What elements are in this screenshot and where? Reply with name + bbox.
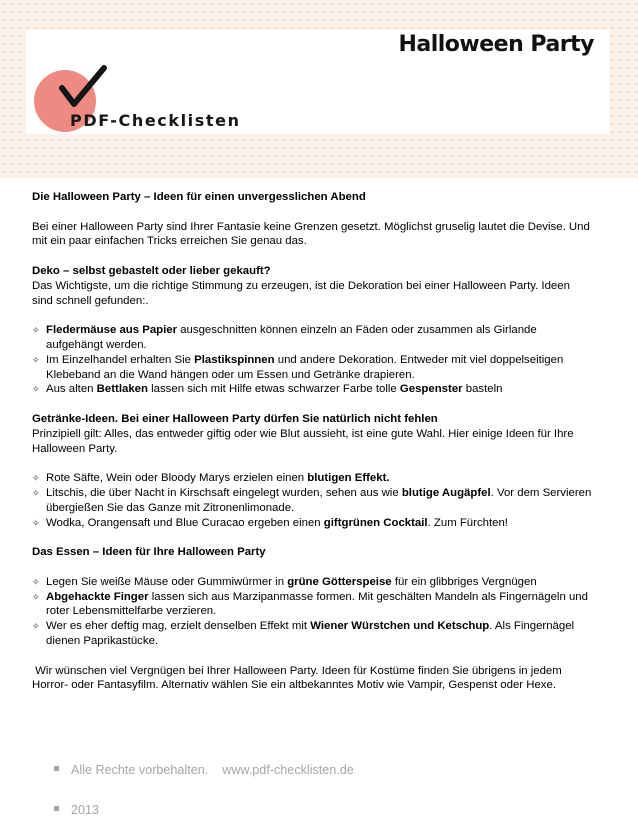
bullet-icon: ✧ <box>32 354 40 365</box>
list-item: ✧ Wodka, Orangensaft und Blue Curacao ergeben einen giftgrünen Cocktail. Zum Fürchten! <box>32 516 508 529</box>
square-bullet-icon <box>54 806 59 811</box>
drinks-text: Prinzipiell gilt: Alles, das entweder giftig oder wie Blut aussieht, ist eine gute Wahl. Hier einige Ideen für Ihre Halloween Party. <box>32 427 574 455</box>
list-item: ✧ Litschis, die über Nacht in Kirschsaft eingelegt wurden, sehen aus wie blutige Augäpfel. Vor dem Servieren übergießen Sie das Ganze mit Zitronenlimonade. <box>32 486 592 514</box>
square-bullet-icon <box>54 766 59 771</box>
document-body <box>32 190 592 693</box>
list-item: ✧ Abgehackte Finger lassen sich aus Marzipanmasse formen. Mit geschälten Mandeln als Fingernägeln und roter Lebensmittelfarbe verzieren. <box>32 590 588 618</box>
rights-text: Alle Rechte vorbehalten. <box>71 763 209 777</box>
bullet-icon: ✧ <box>32 576 40 587</box>
list-item: ✧ Rote Säfte, Wein oder Bloody Marys erzielen einen blutigen Effekt. <box>32 472 390 485</box>
bullet-icon: ✧ <box>32 487 40 498</box>
list-item: ✧ Aus alten Bettlaken lassen sich mit Hilfe etwas schwarzer Farbe tolle Gespenster basteln <box>32 383 503 396</box>
bullet-icon: ✧ <box>32 621 40 632</box>
page-title: Halloween Party <box>398 32 594 57</box>
logo-text: PDF-Checklisten <box>70 111 241 130</box>
footer-rights <box>54 763 354 777</box>
intro-heading: Die Halloween Party – Ideen für einen unvergesslichen Abend <box>32 191 366 203</box>
page-header <box>0 0 638 178</box>
deko-heading: Deko – selbst gebastelt oder lieber gekauft? <box>32 264 271 277</box>
bullet-icon: ✧ <box>32 325 40 336</box>
intro-text: Bei einer Halloween Party sind Ihrer Fantasie keine Grenzen gesetzt. Möglichst gruselig lautet die Devise. Und mit ein paar einfachen Tricks erreichen Sie genau das. <box>32 220 590 248</box>
drinks-heading: Getränke-Ideen. Bei einer Halloween Party dürfen Sie natürlich nicht fehlen <box>32 412 438 425</box>
checkmark-icon <box>58 64 110 116</box>
bullet-icon: ✧ <box>32 591 40 602</box>
deko-text: Das Wichtigste, um die richtige Stimmung zu erzeugen, ist die Dekoration bei einer Halloween Party. Ideen sind schnell gefunden:. <box>32 279 570 307</box>
bullet-icon: ✧ <box>32 473 40 484</box>
footer-year <box>54 803 99 817</box>
list-item: ✧ Im Einzelhandel erhalten Sie Plastikspinnen und andere Dekoration. Entweder mit viel doppelseitigen Klebeband an die Wand hängen oder um Essen und Getränke drapieren. <box>32 353 564 381</box>
year-text: 2013 <box>71 803 100 817</box>
food-heading: Das Essen – Ideen für Ihre Halloween Party <box>32 546 266 559</box>
list-item: ✧ Legen Sie weiße Mäuse oder Gummiwürmer in grüne Götterspeise für ein glibbriges Vergnügen <box>32 575 537 588</box>
closing-text: Wir wünschen viel Vergnügen bei Ihrer Halloween Party. Ideen für Kostüme finden Sie übrigens in jedem Horror- oder Fantasyfilm. Alternativ wählen Sie ein altbekanntes Motiv wie Vampir, Gespenst oder Hexe. <box>32 664 565 692</box>
list-item: ✧ Wer es eher deftig mag, erzielt denselben Effekt mit Wiener Würstchen und Ketschup. Als Fingernägel dienen Paprikastücke. <box>32 620 575 647</box>
bullet-icon: ✧ <box>32 384 40 395</box>
bullet-icon: ✧ <box>32 517 40 528</box>
website-link[interactable]: www.pdf-checklisten.de <box>222 763 354 777</box>
list-item: ✧ Fledermäuse aus Papier ausgeschnitten können einzeln an Fäden oder zusammen als Girlande aufgehängt werden. <box>32 324 537 351</box>
